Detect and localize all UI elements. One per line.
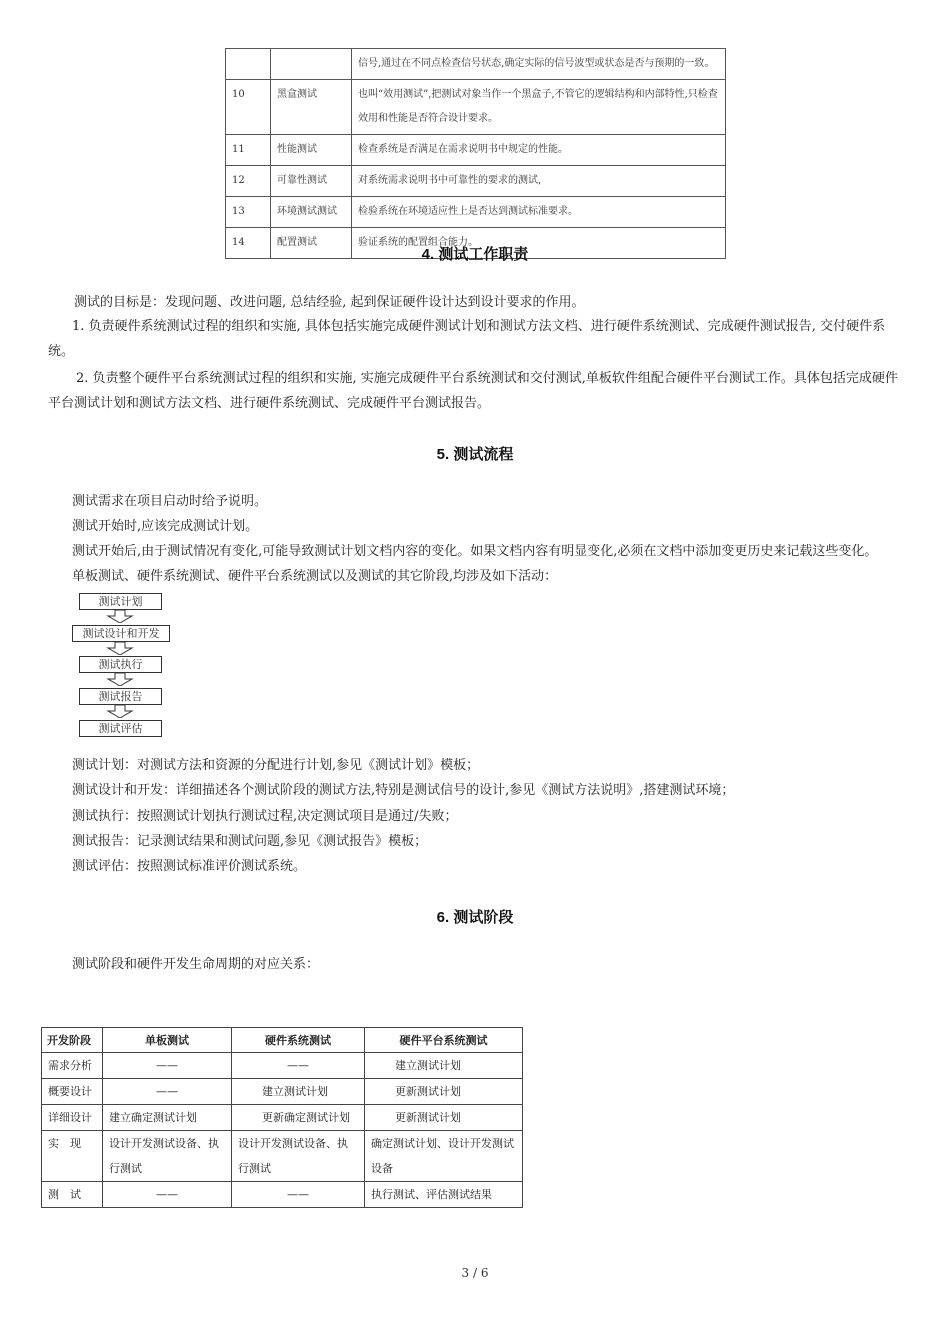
test-name-cell: 配置测试	[271, 228, 352, 259]
activity-desc-execute: 测试执行：按照测试计划执行测试过程,决定测试项目是通过/失败；	[72, 809, 458, 824]
activity-desc-plan: 测试计划：对测试方法和资源的分配进行计划,参见《测试计划》模板；	[72, 758, 480, 773]
section-6-intro: 测试阶段和硬件开发生命周期的对应关系：	[72, 957, 320, 972]
test-number-cell: 11	[226, 135, 271, 166]
test-description-cell: 也叫“效用测试”,把测试对象当作一个黑盒子,不管它的逻辑结构和内部特性,只检查效用和性能是否符合设计要求。	[352, 80, 726, 135]
board-test-cell: ——	[103, 1053, 232, 1079]
header-dev-phase: 开发阶段	[42, 1028, 103, 1053]
section-5-title: 5. 测试流程	[436, 446, 514, 463]
table-row	[42, 1105, 523, 1131]
table-row	[226, 80, 726, 135]
activity-desc-evaluate: 测试评估：按照测试标准评价测试系统。	[72, 859, 307, 874]
table-row	[42, 1131, 523, 1182]
hw-system-test-cell: ——	[232, 1182, 365, 1208]
test-phase-table	[41, 1027, 523, 1208]
flow-arrow-4	[105, 705, 135, 718]
table-row	[42, 1053, 523, 1079]
dev-phase-cell: 详细设计	[42, 1105, 103, 1131]
hw-platform-test-cell: 确定测试计划、设计开发测试设备	[365, 1131, 523, 1182]
board-test-cell: 设计开发测试设备、执行测试	[103, 1131, 232, 1182]
test-description-cell: 验证系统的配置组合能力。	[352, 228, 726, 259]
activity-desc-design: 测试设计和开发：详细描述各个测试阶段的测试方法,特别是测试信号的设计,参见《测试方法说明》,搭建测试环境；	[72, 783, 735, 798]
section-4-title: 4. 测试工作职责	[421, 246, 529, 263]
dev-phase-cell: 实 现	[42, 1131, 103, 1182]
section-6-title: 6. 测试阶段	[436, 909, 514, 926]
test-number-cell: 10	[226, 80, 271, 135]
table-header-row	[42, 1028, 523, 1053]
table-row	[226, 197, 726, 228]
section-5-para-1: 测试需求在项目启动时给予说明。	[72, 494, 268, 509]
header-hw-platform-test: 硬件平台系统测试	[365, 1028, 523, 1053]
board-test-cell: ——	[103, 1182, 232, 1208]
hw-system-test-cell: 建立测试计划	[232, 1079, 365, 1105]
table-row	[226, 135, 726, 166]
hw-platform-test-cell: 执行测试、评估测试结果	[365, 1182, 523, 1208]
hw-system-test-cell: 更新确定测试计划	[232, 1105, 365, 1131]
hw-system-test-cell: ——	[232, 1053, 365, 1079]
section-5-para-2: 测试开始时,应该完成测试计划。	[72, 519, 259, 534]
table-row	[42, 1182, 523, 1208]
board-test-cell: ——	[103, 1079, 232, 1105]
dev-phase-cell: 概要设计	[42, 1079, 103, 1105]
test-name-cell	[271, 49, 352, 80]
flow-step-report: 测试报告	[79, 688, 162, 705]
section-5-para-3: 测试开始后,由于测试情况有变化,可能导致测试计划文档内容的变化。如果文档内容有明显变化,必须在文档中添加变更历史来记载这些变化。	[72, 544, 878, 559]
page-number: 3 / 6	[461, 1266, 489, 1280]
hw-platform-test-cell: 建立测试计划	[365, 1053, 523, 1079]
board-test-cell: 建立确定测试计划	[103, 1105, 232, 1131]
flow-arrow-2	[105, 642, 135, 655]
table-row	[226, 166, 726, 197]
test-types-table	[225, 48, 726, 259]
flow-step-plan: 测试计划	[79, 593, 162, 610]
flow-step-evaluate: 测试评估	[79, 720, 162, 737]
test-number-cell: 13	[226, 197, 271, 228]
flow-arrow-1	[105, 610, 135, 623]
flow-step-design: 测试设计和开发	[72, 625, 170, 642]
test-description-cell: 信号,通过在不同点检查信号状态,确定实际的信号波型或状态是否与预期的一致。	[352, 49, 726, 80]
header-hw-system-test: 硬件系统测试	[232, 1028, 365, 1053]
header-board-test: 单板测试	[103, 1028, 232, 1053]
activity-desc-report: 测试报告：记录测试结果和测试问题,参见《测试报告》模板；	[72, 834, 428, 849]
test-name-cell: 环境测试测试	[271, 197, 352, 228]
hw-platform-test-cell: 更新测试计划	[365, 1105, 523, 1131]
hw-system-test-cell: 设计开发测试设备、执行测试	[232, 1131, 365, 1182]
test-name-cell: 可靠性测试	[271, 166, 352, 197]
test-description-cell: 对系统需求说明书中可靠性的要求的测试,	[352, 166, 726, 197]
table-row	[42, 1079, 523, 1105]
section-4-duty-2: 2. 负责整个硬件平台系统测试过程的组织和实施, 实施完成硬件平台系统测试和交付测试,单板软件组配合硬件平台测试工作。具体包括完成硬件平台测试计划和测试方法文档、进行硬件系统测试、完成硬件平台测试报告。	[48, 371, 898, 411]
flow-arrow-3	[105, 673, 135, 686]
test-number-cell: 14	[226, 228, 271, 259]
section-5-para-4: 单板测试、硬件系统测试、硬件平台系统测试以及测试的其它阶段,均涉及如下活动：	[72, 569, 558, 584]
test-description-cell: 检验系统在环境适应性上是否达到测试标准要求。	[352, 197, 726, 228]
section-4-duty-1: 1. 负责硬件系统测试过程的组织和实施, 具体包括实施完成硬件测试计划和测试方法文档、进行硬件系统测试、完成硬件测试报告, 交付硬件系统。	[48, 319, 886, 359]
test-number-cell: 12	[226, 166, 271, 197]
test-name-cell: 黑盒测试	[271, 80, 352, 135]
test-number-cell	[226, 49, 271, 80]
test-name-cell: 性能测试	[271, 135, 352, 166]
table-row	[226, 49, 726, 80]
flow-step-execute: 测试执行	[79, 656, 162, 673]
section-4-goal: 测试的目标是：发现问题、改进问题, 总结经验, 起到保证硬件设计达到设计要求的作用。	[74, 295, 585, 310]
test-description-cell: 检查系统是否满足在需求说明书中规定的性能。	[352, 135, 726, 166]
dev-phase-cell: 测 试	[42, 1182, 103, 1208]
hw-platform-test-cell: 更新测试计划	[365, 1079, 523, 1105]
dev-phase-cell: 需求分析	[42, 1053, 103, 1079]
